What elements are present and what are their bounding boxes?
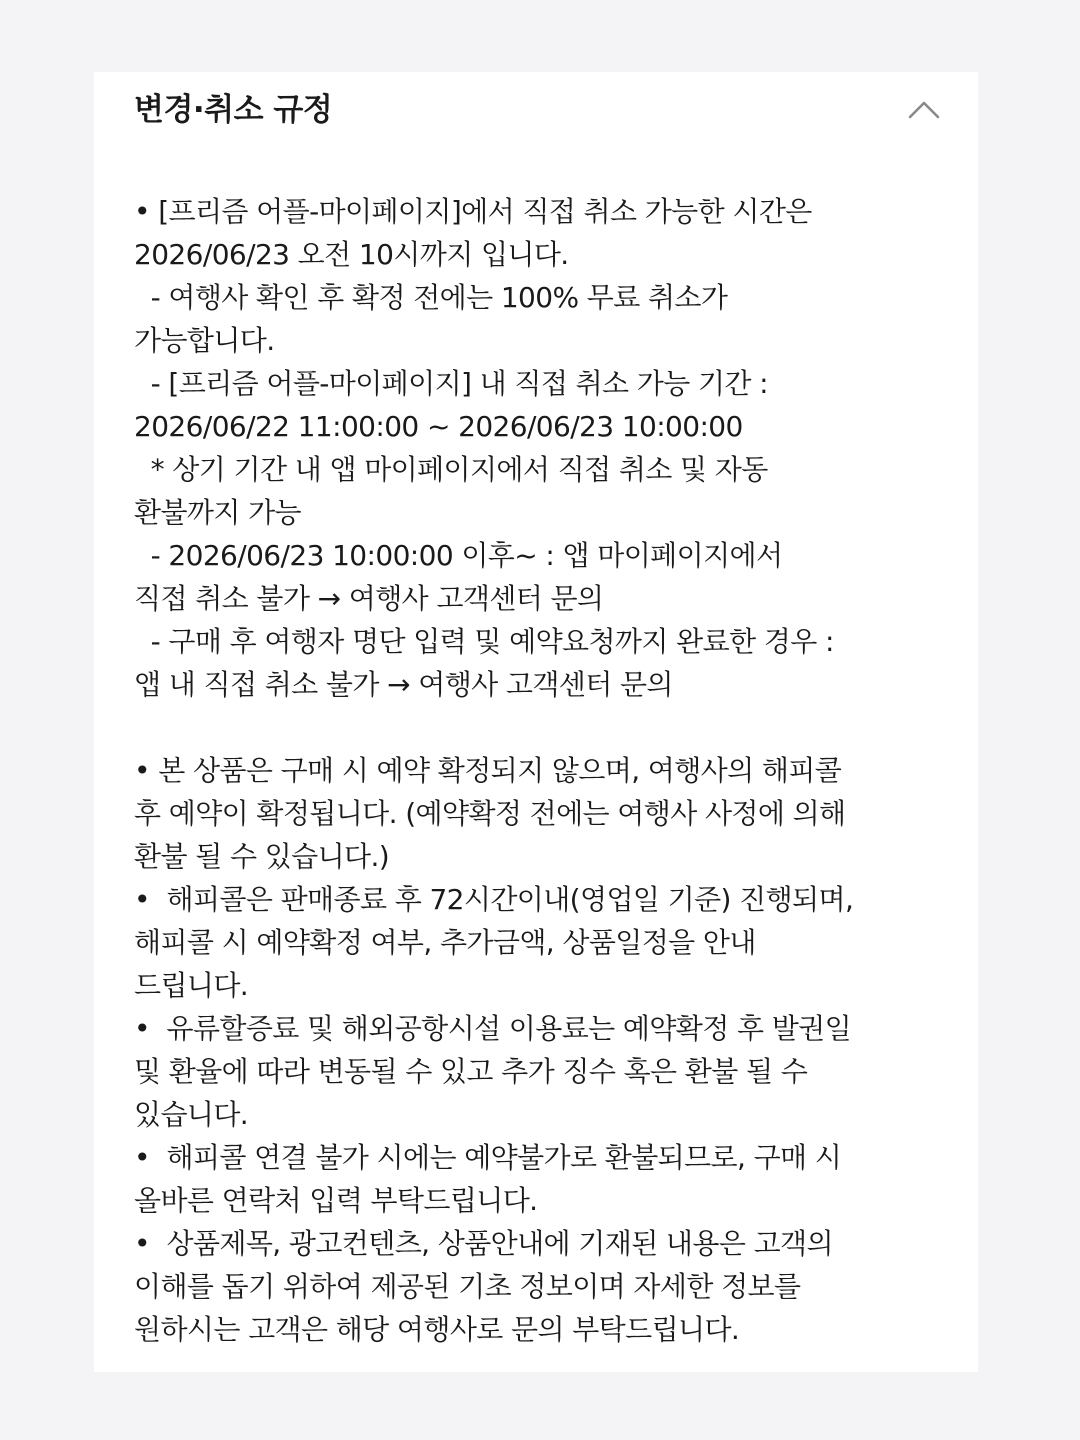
- policy-line: 2026/06/23 오전 10시까지 입니다.: [134, 238, 569, 271]
- policy-paragraph-direct-cancel: [134, 190, 934, 706]
- policy-line: 이해를 돕기 위하여 제공된 기초 정보이며 자세한 정보를: [134, 1270, 801, 1303]
- policy-line: 2026/06/22 11:00:00 ~ 2026/06/23 10:00:00: [134, 410, 743, 443]
- section-title: 변경·취소 규정: [134, 92, 333, 128]
- policy-line: 앱 내 직접 취소 불가 → 여행사 고객센터 문의: [134, 668, 673, 701]
- policy-line: - 2026/06/23 10:00:00 이후~ : 앱 마이페이지에서: [134, 539, 783, 572]
- policy-line: - 구매 후 여행자 명단 입력 및 예약요청까지 완료한 경우 :: [134, 625, 834, 658]
- paragraph-gap: [134, 706, 934, 749]
- policy-line: • 해피콜 연결 불가 시에는 예약불가로 환불되므로, 구매 시: [134, 1141, 842, 1174]
- policy-line: 해피콜 시 예약확정 여부, 추가금액, 상품일정을 안내: [134, 926, 756, 959]
- policy-line: • 상품제목, 광고컨텐츠, 상품안내에 기재된 내용은 고객의: [134, 1227, 833, 1260]
- policy-line: 및 환율에 따라 변동될 수 있고 추가 징수 혹은 환불 될 수: [134, 1055, 808, 1088]
- policy-line: • [프리즘 어플-마이페이지]에서 직접 취소 가능한 시간은: [134, 195, 812, 228]
- chevron-up-icon[interactable]: [904, 90, 944, 130]
- policy-paragraph-notes: [134, 749, 934, 1351]
- policy-line: 후 예약이 확정됩니다. (예약확정 전에는 여행사 사정에 의해: [134, 797, 846, 830]
- policy-line: 올바른 연락처 입력 부탁드립니다.: [134, 1184, 538, 1217]
- policy-line: • 유류할증료 및 해외공항시설 이용료는 예약확정 후 발권일: [134, 1012, 852, 1045]
- policy-line: 있습니다.: [134, 1098, 249, 1131]
- policy-line: - [프리즘 어플-마이페이지] 내 직접 취소 가능 기간 :: [134, 367, 769, 400]
- policy-line: 환불 될 수 있습니다.): [134, 840, 390, 873]
- cancellation-policy-panel: [94, 72, 978, 1372]
- policy-line: 가능합니다.: [134, 324, 275, 357]
- policy-line: 직접 취소 불가 → 여행사 고객센터 문의: [134, 582, 604, 615]
- policy-line: - 여행사 확인 후 확정 전에는 100% 무료 취소가: [134, 281, 728, 314]
- policy-content: [134, 190, 934, 1351]
- section-header[interactable]: [134, 88, 934, 132]
- policy-line: 환불까지 가능: [134, 496, 301, 529]
- policy-line: 원하시는 고객은 해당 여행사로 문의 부탁드립니다.: [134, 1313, 740, 1346]
- policy-line: * 상기 기간 내 앱 마이페이지에서 직접 취소 및 자동: [134, 453, 768, 486]
- policy-line: 드립니다.: [134, 969, 249, 1002]
- policy-line: • 해피콜은 판매종료 후 72시간이내(영업일 기준) 진행되며,: [134, 883, 854, 916]
- policy-line: • 본 상품은 구매 시 예약 확정되지 않으며, 여행사의 해피콜: [134, 754, 842, 787]
